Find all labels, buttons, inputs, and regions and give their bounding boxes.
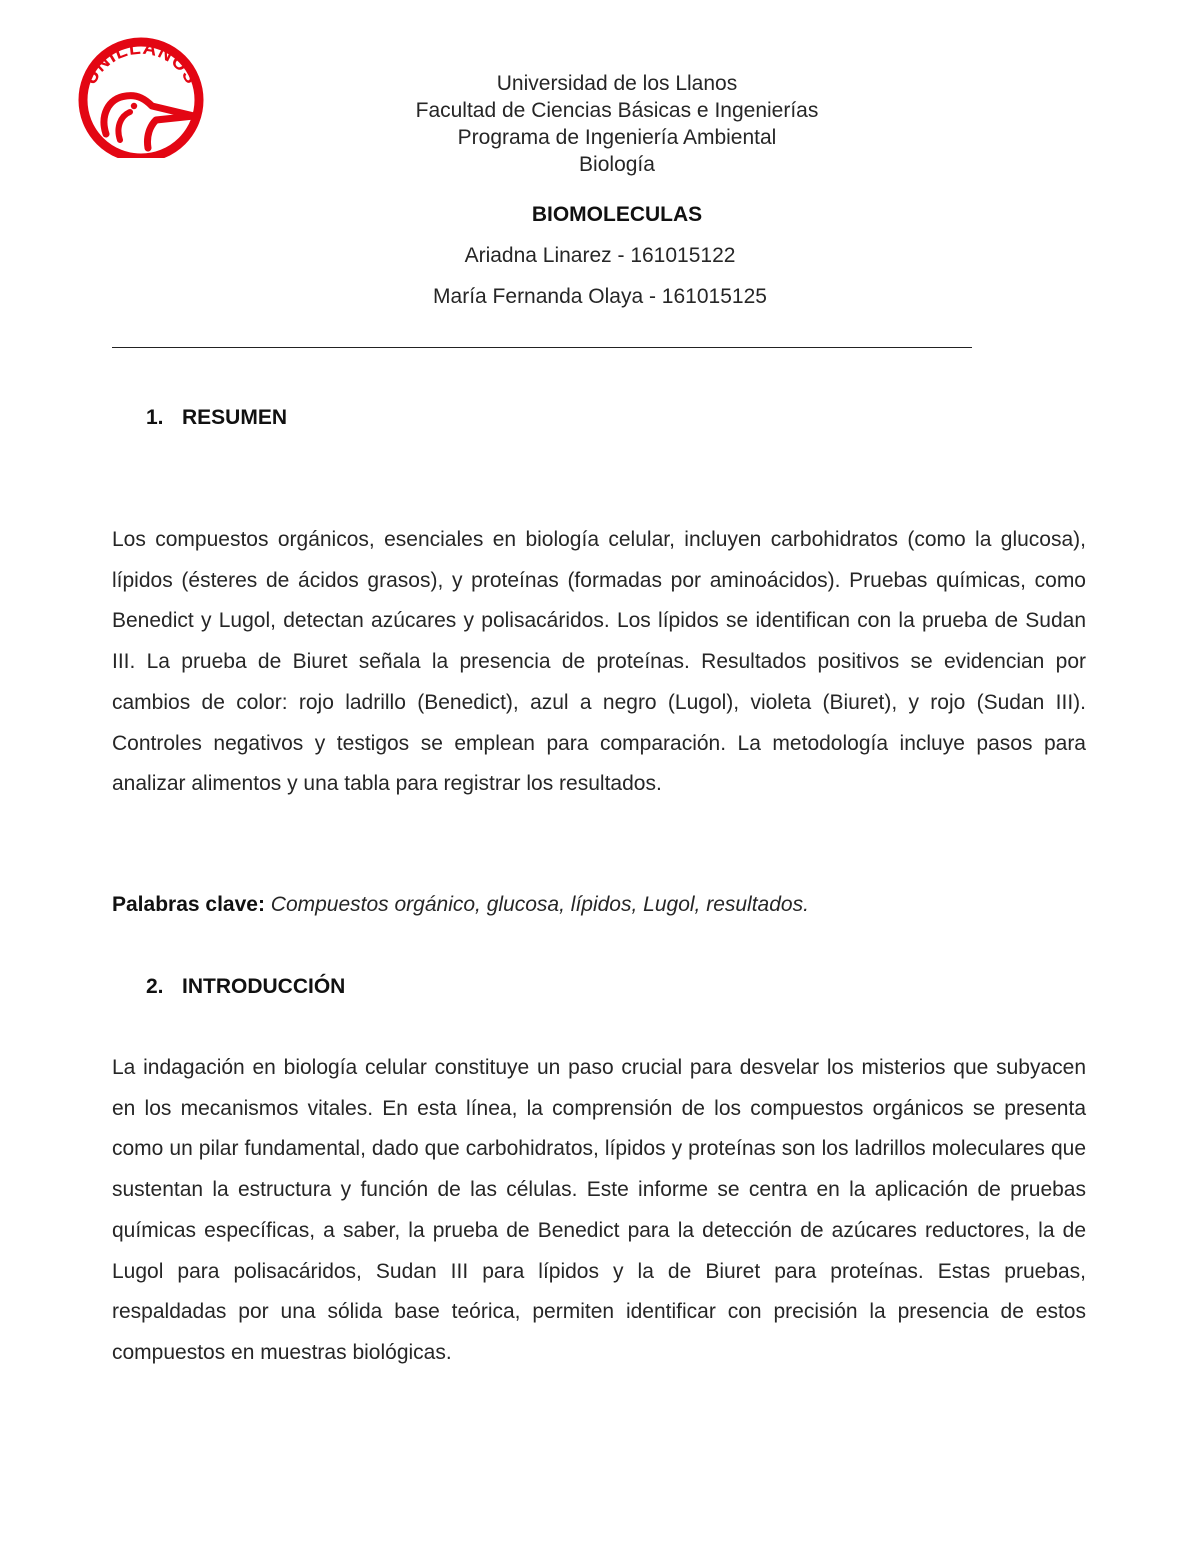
document-header	[0, 70, 1200, 178]
introduccion-paragraph: La indagación en biología celular constituye un paso crucial para desvelar los misterios que subyacen en los mecanismos vitales. En esta línea, la comprensión de los compuestos orgánicos se presenta como un pilar fundamental, dado que carbohidratos, lípidos y proteínas son los ladrillos moleculares que sustentan la estructura y función de las células. Este informe se centra en la aplicación de pruebas químicas específicas, a saber, la prueba de Benedict para la detección de azúcares reductores, la de Lugol para polisacáridos, Sudan III para lípidos y la de Biuret para proteínas. Estas pruebas, respaldadas por una sólida base teórica, permiten identificar con precisión la presencia de estos compuestos en muestras biológicas.	[112, 1056, 1086, 1364]
keywords-label: Palabras clave:	[112, 893, 265, 916]
university-name: Universidad de los Llanos	[496, 72, 738, 95]
separator-rule	[112, 347, 972, 348]
course-name: Biología	[579, 153, 655, 176]
author-2: María Fernanda Olaya - 161015125	[433, 285, 767, 308]
section-title: INTRODUCCIÓN	[182, 975, 346, 998]
section-heading-resumen	[146, 406, 287, 430]
section-number: 1.	[146, 406, 164, 429]
section-heading-introduccion	[146, 975, 345, 999]
author-1: Ariadna Linarez - 161015122	[464, 244, 736, 267]
section-number: 2.	[146, 975, 164, 998]
faculty-name: Facultad de Ciencias Básicas e Ingenierías	[415, 99, 819, 122]
svg-text:UNILLANOS: UNILLANOS	[79, 37, 203, 89]
keywords-text: Compuestos orgánico, glucosa, lípidos, Lugol, resultados.	[270, 893, 809, 916]
section-title: RESUMEN	[182, 406, 288, 429]
resumen-paragraph: Los compuestos orgánicos, esenciales en biología celular, incluyen carbohidratos (como la glucosa), lípidos (ésteres de ácidos grasos), y proteínas (formadas por aminoácidos). Pruebas químicas, como Benedict y Lugol, detectan azúcares y polisacáridos. Los lípidos se identifican con la prueba de Sudan III. La prueba de Biuret señala la presencia de proteínas. Resultados positivos se evidencian por cambios de color: rojo ladrillo (Benedict), azul a negro (Lugol), violeta (Biuret), y rojo (Sudan III). Controles negativos y testigos se emplean para comparación. La metodología incluye pasos para analizar alimentos y una tabla para registrar los resultados.	[112, 528, 1086, 796]
document-title: BIOMOLECULAS	[531, 203, 703, 226]
program-name: Programa de Ingeniería Ambiental	[457, 126, 777, 149]
keywords-line	[112, 893, 809, 917]
